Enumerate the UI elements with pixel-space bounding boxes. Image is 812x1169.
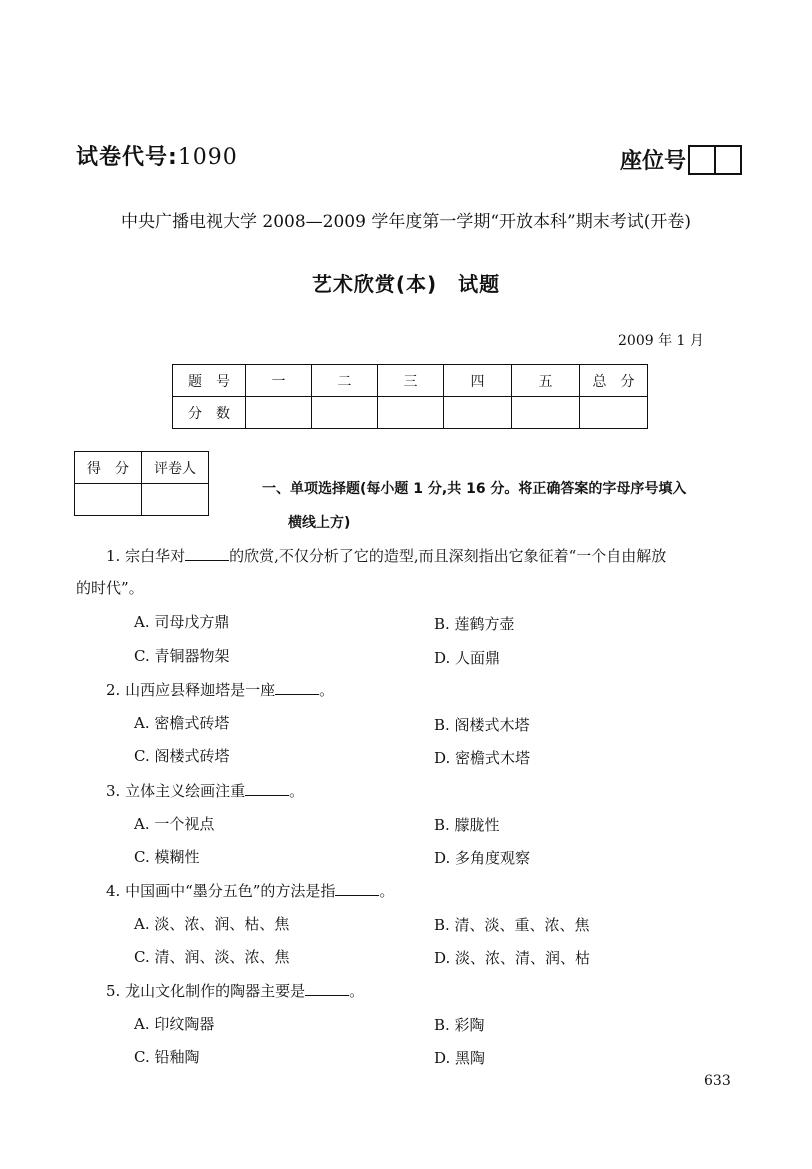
question-1-stem-continued: 的时代”。 <box>76 579 144 597</box>
paper-code-number: 1090 <box>177 145 238 170</box>
grader-name-label: 评卷人 <box>142 452 209 484</box>
score-input-cell[interactable] <box>444 397 512 429</box>
grader-score-label: 得 分 <box>75 452 142 484</box>
score-table-cell: 分 数 <box>173 397 246 429</box>
answer-blank[interactable] <box>305 981 349 996</box>
question-2-stem <box>106 679 334 700</box>
option-a: A. 密檐式砖塔 <box>134 714 230 732</box>
question-text: 。 <box>379 882 395 900</box>
question-text: 2. 山西应县释迦塔是一座 <box>106 681 276 699</box>
option-c: C. 清、润、淡、浓、焦 <box>134 948 290 966</box>
score-input-cell[interactable] <box>246 397 312 429</box>
option-d: D. 淡、浓、清、润、枯 <box>434 949 591 967</box>
score-table <box>172 364 648 429</box>
score-input-cell[interactable] <box>378 397 444 429</box>
option-a: A. 一个视点 <box>134 815 215 833</box>
grader-name-cell[interactable] <box>142 484 209 516</box>
score-table-cell: 四 <box>444 365 512 397</box>
option-c: C. 青铜器物架 <box>134 647 230 665</box>
section-heading-continued: 横线上方) <box>288 515 351 531</box>
question-text: 5. 龙山文化制作的陶器主要是 <box>106 982 306 1000</box>
answer-blank[interactable] <box>335 881 379 896</box>
score-table-score-row <box>173 397 648 429</box>
question-text: 。 <box>289 782 305 800</box>
grader-table <box>74 451 209 516</box>
question-text: 3. 立体主义绘画注重 <box>106 782 246 800</box>
university-line: 中央广播电视大学 2008—2009 学年度第一学期“开放本科”期末考试(开卷) <box>121 212 691 232</box>
score-table-cell: 一 <box>246 365 312 397</box>
paper-code-label: 试卷代号: <box>76 145 178 170</box>
score-input-cell[interactable] <box>580 397 648 429</box>
option-d: D. 多角度观察 <box>434 849 531 867</box>
option-a: A. 印纹陶器 <box>134 1015 215 1033</box>
option-a: A. 司母戊方鼎 <box>134 613 230 631</box>
question-text: 。 <box>319 681 335 699</box>
question-3-stem <box>106 780 304 801</box>
option-c: C. 铅釉陶 <box>134 1048 200 1066</box>
option-b: B. 朦胧性 <box>434 816 500 834</box>
option-b: B. 彩陶 <box>434 1016 485 1034</box>
seat-label: 座位号 <box>620 149 687 174</box>
question-text: 。 <box>349 982 365 1000</box>
score-table-cell: 三 <box>378 365 444 397</box>
option-d: D. 黑陶 <box>434 1049 486 1067</box>
grader-score-cell[interactable] <box>75 484 142 516</box>
question-text: 的欣赏,不仅分析了它的造型,而且深刻指出它象征着“一个自由解放 <box>229 547 667 565</box>
option-d: D. 密檐式木塔 <box>434 749 531 767</box>
answer-blank[interactable] <box>275 680 319 695</box>
option-c: C. 模糊性 <box>134 848 200 866</box>
answer-blank[interactable] <box>185 546 229 561</box>
score-table-header-row <box>173 365 648 397</box>
question-4-stem <box>106 880 394 901</box>
option-b: B. 清、淡、重、浓、焦 <box>434 916 590 934</box>
exam-title: 艺术欣赏(本) 试题 <box>311 272 501 296</box>
option-d: D. 人面鼎 <box>434 649 501 667</box>
seat-number <box>620 144 742 175</box>
seat-number-boxes[interactable] <box>688 145 742 175</box>
section-heading: 一、单项选择题(每小题 1 分,共 16 分。将正确答案的字母序号填入 <box>262 481 687 497</box>
option-a: A. 淡、浓、润、枯、焦 <box>134 915 290 933</box>
answer-blank[interactable] <box>245 781 289 796</box>
option-b: B. 阁楼式木塔 <box>434 716 530 734</box>
question-1-stem <box>106 545 666 566</box>
question-text: 4. 中国画中“墨分五色”的方法是指 <box>106 882 336 900</box>
score-table-cell: 题 号 <box>173 365 246 397</box>
paper-code <box>76 140 238 171</box>
score-table-cell: 五 <box>512 365 580 397</box>
score-input-cell[interactable] <box>312 397 378 429</box>
option-b: B. 莲鹤方壶 <box>434 615 515 633</box>
question-text: 1. 宗白华对 <box>106 547 186 565</box>
question-5-stem <box>106 980 364 1001</box>
score-table-cell: 总 分 <box>580 365 648 397</box>
page-number: 633 <box>704 1073 731 1089</box>
exam-date: 2009 年 1 月 <box>618 333 704 349</box>
score-table-cell: 二 <box>312 365 378 397</box>
option-c: C. 阁楼式砖塔 <box>134 747 230 765</box>
score-input-cell[interactable] <box>512 397 580 429</box>
